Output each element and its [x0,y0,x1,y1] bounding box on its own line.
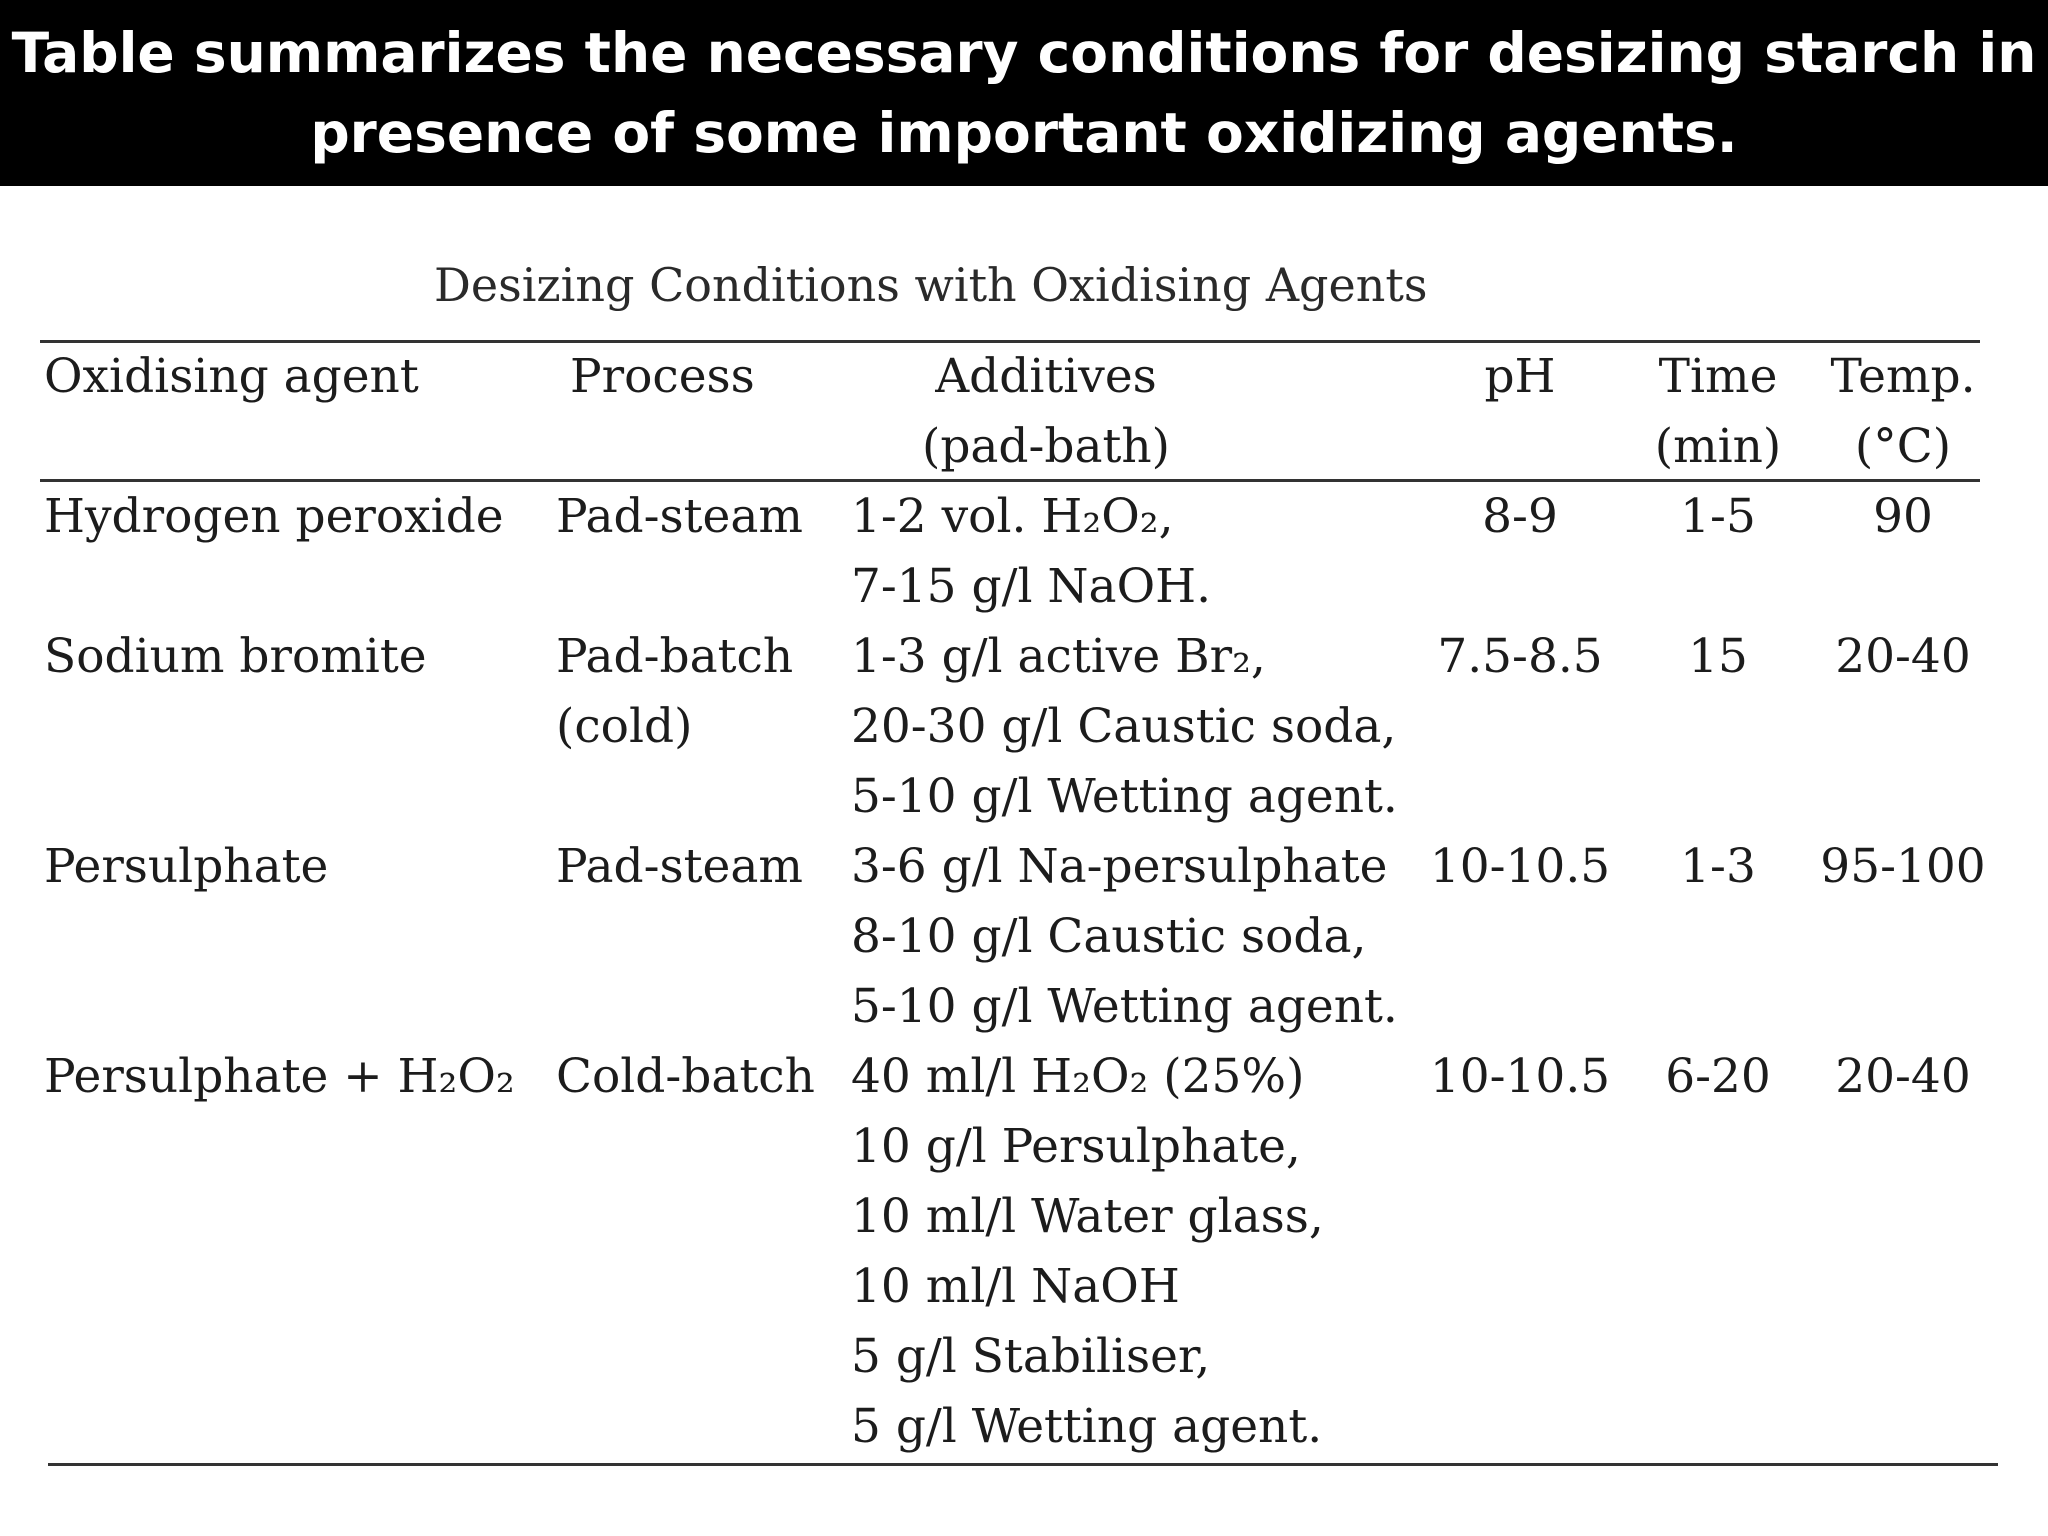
row-additive: 8-10 g/l Caustic soda, [851,909,1367,964]
row-time: 15 [1688,629,1748,684]
row-additive: 5-10 g/l Wetting agent. [851,769,1398,824]
header-time: Time [1658,349,1778,404]
row-ph: 8-9 [1482,489,1558,544]
table-caption: Desizing Conditions with Oxidising Agents [434,258,1428,312]
row-additive: 3-6 g/l Na-persulphate [851,839,1388,894]
row-additive: 20-30 g/l Caustic soda, [851,699,1397,754]
row-additive: 10 g/l Persulphate, [851,1119,1301,1174]
row-temp: 95-100 [1820,839,1986,894]
row-additive: 5 g/l Stabiliser, [851,1329,1211,1384]
row-process-sub: (cold) [556,699,693,754]
row-agent: Persulphate + H₂O₂ [44,1049,515,1104]
row-ph: 7.5-8.5 [1437,629,1603,684]
header-time-unit: (min) [1654,419,1782,474]
row-additive: 10 ml/l NaOH [851,1259,1180,1314]
row-additive: 5-10 g/l Wetting agent. [851,979,1398,1034]
table-bottom-rule [48,1463,1998,1466]
row-additive: 40 ml/l H₂O₂ (25%) [851,1049,1305,1104]
row-agent: Persulphate [44,839,329,894]
header-process: Process [570,349,755,404]
row-agent: Sodium bromite [44,629,427,684]
title-banner [0,0,2048,186]
row-temp: 20-40 [1835,629,1971,684]
row-process: Pad-batch [556,629,794,684]
row-additive: 7-15 g/l NaOH. [851,559,1212,614]
row-additive: 1-3 g/l active Br₂, [851,629,1266,684]
header-additives-sub: (pad-bath) [921,419,1171,474]
row-time: 1-5 [1680,489,1756,544]
row-temp: 90 [1873,489,1933,544]
row-ph: 10-10.5 [1429,839,1611,894]
header-temp: Temp. [1830,349,1976,404]
header-additives: Additives [935,349,1157,404]
header-oxidising-agent: Oxidising agent [44,349,419,404]
row-additive: 1-2 vol. H₂O₂, [851,489,1174,544]
row-process: Cold-batch [556,1049,815,1104]
slide-title-line-2: presence of some important oxidizing agents. [310,101,1738,165]
row-time: 6-20 [1665,1049,1771,1104]
row-time: 1-3 [1680,839,1756,894]
row-ph: 10-10.5 [1429,1049,1611,1104]
header-temp-unit: (°C) [1854,419,1952,474]
slide-title-line-1: Table summarizes the necessary conditions for desizing starch in [11,21,2037,85]
row-temp: 20-40 [1835,1049,1971,1104]
header-ph: pH [1484,349,1556,404]
row-additive: 5 g/l Wetting agent. [851,1399,1323,1454]
row-process: Pad-steam [556,489,803,544]
row-agent: Hydrogen peroxide [44,489,504,544]
row-process: Pad-steam [556,839,803,894]
row-additive: 10 ml/l Water glass, [851,1189,1324,1244]
